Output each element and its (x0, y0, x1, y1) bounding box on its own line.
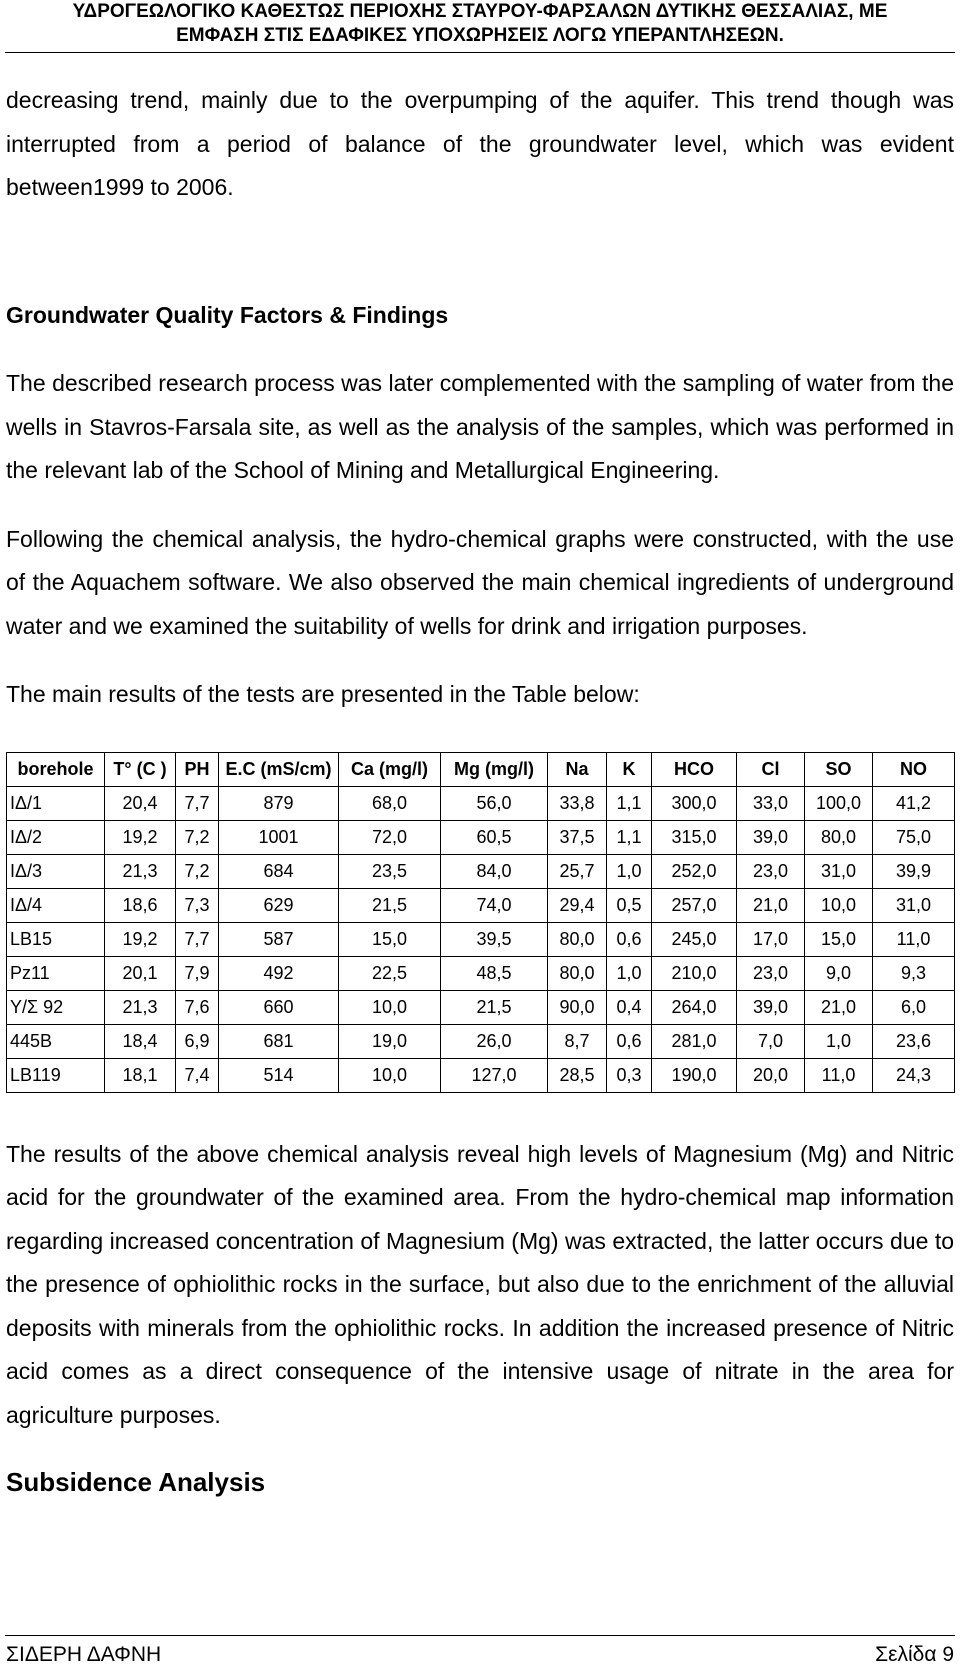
table-cell: 684 (219, 854, 339, 888)
table-cell: 48,5 (441, 956, 548, 990)
table-cell: 20,4 (105, 786, 176, 820)
borehole-cell: LB119 (7, 1058, 105, 1092)
table-cell: 21,3 (105, 990, 176, 1024)
table-cell: 10,0 (339, 1058, 441, 1092)
table-cell: 11,0 (873, 922, 955, 956)
column-header: PH (176, 752, 219, 786)
table-cell: 7,0 (737, 1024, 805, 1058)
borehole-cell: IΔ/3 (7, 854, 105, 888)
table-cell: 90,0 (548, 990, 607, 1024)
table-cell: 10,0 (339, 990, 441, 1024)
table-cell: 19,2 (105, 922, 176, 956)
table-cell: 1,1 (607, 786, 652, 820)
table-cell: 587 (219, 922, 339, 956)
table-cell: 1001 (219, 820, 339, 854)
table-cell: 23,0 (737, 956, 805, 990)
column-header: K (607, 752, 652, 786)
table-cell: 17,0 (737, 922, 805, 956)
table-cell: 11,0 (805, 1058, 873, 1092)
table-cell: 20,0 (737, 1058, 805, 1092)
table-cell: 0,6 (607, 1024, 652, 1058)
analysis-paragraph: Following the chemical analysis, the hydro-chemical graphs were constructed, with the use of the Aquachem software. We also observed the main chemical ingredients of underground water and we examined the suitability of wells for drink and irrigation purposes. (6, 525, 954, 639)
table-cell: 21,5 (441, 990, 548, 1024)
table-cell: 0,3 (607, 1058, 652, 1092)
table-row (7, 820, 955, 854)
table-cell: 25,7 (548, 854, 607, 888)
table-row (7, 1058, 955, 1092)
table-intro: The main results of the tests are presented in the Table below: (6, 681, 640, 707)
table-cell: 39,5 (441, 922, 548, 956)
header-line-1: ΥΔΡΟΓΕΩΛΟΓΙΚΟ ΚΑΘΕΣΤΩΣ ΠΕΡΙΟΧΗΣ ΣΤΑΥΡΟΥ-ΦΑΡΣΑΛΩΝ ΔΥΤΙΚΗΣ ΘΕΣΣΑΛΙΑΣ, ΜΕ (72, 1, 888, 22)
table-cell: 31,0 (873, 888, 955, 922)
page-content (6, 79, 954, 1502)
table-cell: 6,0 (873, 990, 955, 1024)
table-cell: 9,3 (873, 956, 955, 990)
table-cell: 33,0 (737, 786, 805, 820)
table-cell: 8,7 (548, 1024, 607, 1058)
footer-divider (5, 1635, 955, 1636)
table-cell: 257,0 (652, 888, 737, 922)
table-cell: 21,5 (339, 888, 441, 922)
borehole-cell: LB15 (7, 922, 105, 956)
borehole-cell: IΔ/4 (7, 888, 105, 922)
table-cell: 681 (219, 1024, 339, 1058)
table-cell: 0,5 (607, 888, 652, 922)
results-paragraph: The results of the above chemical analysis reveal high levels of Magnesium (Mg) and Nitric acid for the groundwater of the examined area. From the hydro-chemical map information regarding increased concentration of Magnesium (Mg) was extracted, the latter occurs due to the presence of ophiolithic rocks in the surface, but also due to the enrichment of the alluvial deposits with minerals from the ophiolithic rocks. In addition the increased presence of Nitric acid comes as a direct consequence of the intensive usage of nitrate in the area for agriculture purposes. (6, 1140, 954, 1428)
table-cell: 252,0 (652, 854, 737, 888)
table-cell: 18,4 (105, 1024, 176, 1058)
borehole-cell: Υ/Σ 92 (7, 990, 105, 1024)
table-cell: 1,0 (607, 956, 652, 990)
table-cell: 23,6 (873, 1024, 955, 1058)
table-cell: 26,0 (441, 1024, 548, 1058)
header-line-2: ΕΜΦΑΣΗ ΣΤΙΣ ΕΔΑΦΙΚΕΣ ΥΠΟΧΩΡΗΣΕΙΣ ΛΟΓΩ ΥΠΕΡΑΝΤΛΗΣΕΩΝ. (176, 25, 784, 46)
table-cell: 80,0 (548, 922, 607, 956)
table-cell: 29,4 (548, 888, 607, 922)
table-row (7, 888, 955, 922)
table-cell: 7,3 (176, 888, 219, 922)
column-header: borehole (7, 752, 105, 786)
table-cell: 6,9 (176, 1024, 219, 1058)
table-cell: 127,0 (441, 1058, 548, 1092)
research-paragraph: The described research process was later complemented with the sampling of water from the wells in Stavros-Farsala site, as well as the analysis of the samples, which was performed in the relevant lab of the School of Mining and Metallurgical Engineering. (6, 370, 954, 483)
column-header: Cl (737, 752, 805, 786)
table-row (7, 990, 955, 1024)
table-cell: 28,5 (548, 1058, 607, 1092)
table-cell: 56,0 (441, 786, 548, 820)
table-cell: 10,0 (805, 888, 873, 922)
table-row (7, 786, 955, 820)
table-cell: 75,0 (873, 820, 955, 854)
table-cell: 315,0 (652, 820, 737, 854)
table-cell: 80,0 (805, 820, 873, 854)
table-cell: 514 (219, 1058, 339, 1092)
table-cell: 21,0 (737, 888, 805, 922)
table-cell: 0,6 (607, 922, 652, 956)
table-cell: 84,0 (441, 854, 548, 888)
table-cell: 9,0 (805, 956, 873, 990)
table-cell: 7,2 (176, 820, 219, 854)
table-cell: 19,0 (339, 1024, 441, 1058)
table-cell: 41,2 (873, 786, 955, 820)
table-cell: 15,0 (805, 922, 873, 956)
table-cell: 39,0 (737, 990, 805, 1024)
table-row (7, 1024, 955, 1058)
borehole-cell: IΔ/1 (7, 786, 105, 820)
table-cell: 7,2 (176, 854, 219, 888)
footer-page-number: Σελίδα 9 (875, 1643, 954, 1666)
table-cell: 72,0 (339, 820, 441, 854)
section-heading: Groundwater Quality Factors & Findings (6, 301, 449, 328)
table-cell: 23,5 (339, 854, 441, 888)
column-header: HCO (652, 752, 737, 786)
table-cell: 7,4 (176, 1058, 219, 1092)
table-cell: 190,0 (652, 1058, 737, 1092)
page-header (0, 0, 960, 48)
table-cell: 24,3 (873, 1058, 955, 1092)
table-cell: 23,0 (737, 854, 805, 888)
table-cell: 7,7 (176, 922, 219, 956)
table-cell: 7,9 (176, 956, 219, 990)
table-body (7, 786, 955, 1092)
table-cell: 21,3 (105, 854, 176, 888)
table-cell: 0,4 (607, 990, 652, 1024)
column-header: Na (548, 752, 607, 786)
table-cell: 264,0 (652, 990, 737, 1024)
table-cell: 210,0 (652, 956, 737, 990)
header-divider (5, 52, 955, 53)
table-header-row (7, 752, 955, 786)
table-cell: 22,5 (339, 956, 441, 990)
table-row (7, 922, 955, 956)
column-header: NO (873, 752, 955, 786)
table-cell: 80,0 (548, 956, 607, 990)
table-cell: 21,0 (805, 990, 873, 1024)
column-header: Mg (mg/l) (441, 752, 548, 786)
table-cell: 18,1 (105, 1058, 176, 1092)
borehole-cell: IΔ/2 (7, 820, 105, 854)
table-cell: 20,1 (105, 956, 176, 990)
footer-author: ΣΙΔΕΡΗ ΔΑΦΝΗ (6, 1643, 162, 1666)
table-cell: 300,0 (652, 786, 737, 820)
table-row (7, 854, 955, 888)
table-cell: 281,0 (652, 1024, 737, 1058)
table-cell: 1,0 (805, 1024, 873, 1058)
table-cell: 7,6 (176, 990, 219, 1024)
table-cell: 68,0 (339, 786, 441, 820)
table-cell: 492 (219, 956, 339, 990)
table-cell: 39,9 (873, 854, 955, 888)
table-cell: 15,0 (339, 922, 441, 956)
table-cell: 100,0 (805, 786, 873, 820)
table-cell: 245,0 (652, 922, 737, 956)
table-cell: 7,7 (176, 786, 219, 820)
column-header: T° (C ) (105, 752, 176, 786)
table-cell: 31,0 (805, 854, 873, 888)
column-header: Ca (mg/l) (339, 752, 441, 786)
table-cell: 19,2 (105, 820, 176, 854)
column-header: SO (805, 752, 873, 786)
borehole-cell: Pz11 (7, 956, 105, 990)
results-table (6, 752, 955, 1093)
subsidence-heading: Subsidence Analysis (6, 1467, 266, 1497)
table-cell: 1,1 (607, 820, 652, 854)
table-cell: 660 (219, 990, 339, 1024)
table-cell: 37,5 (548, 820, 607, 854)
table-cell: 39,0 (737, 820, 805, 854)
table-cell: 33,8 (548, 786, 607, 820)
borehole-cell: 445Β (7, 1024, 105, 1058)
table-cell: 18,6 (105, 888, 176, 922)
column-header: E.C (mS/cm) (219, 752, 339, 786)
table-row (7, 956, 955, 990)
table-cell: 60,5 (441, 820, 548, 854)
intro-paragraph: decreasing trend, mainly due to the overpumping of the aquifer. This trend though was interrupted from a period of balance of the groundwater level, which was evident between1999 to 2006. (6, 87, 954, 200)
table-cell: 629 (219, 888, 339, 922)
table-cell: 879 (219, 786, 339, 820)
table-cell: 1,0 (607, 854, 652, 888)
table-cell: 74,0 (441, 888, 548, 922)
